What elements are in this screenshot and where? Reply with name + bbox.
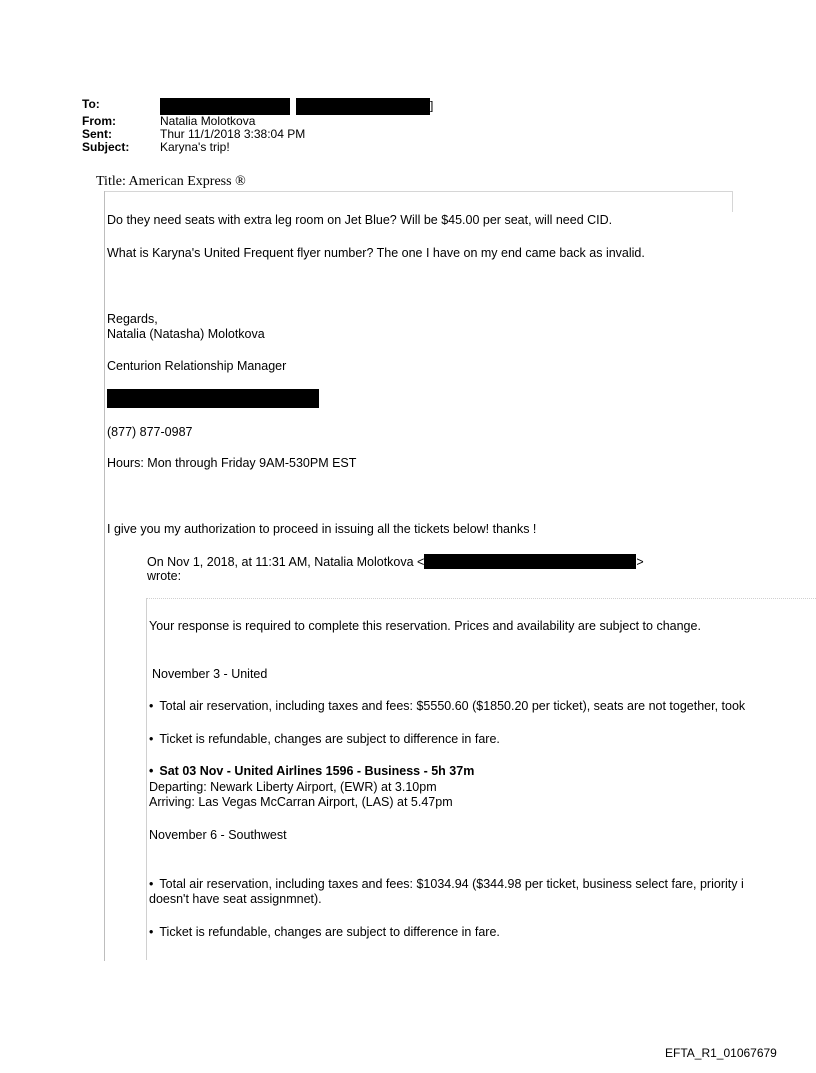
list-item xyxy=(149,732,500,746)
signature-name: Natalia (Natasha) Molotkova xyxy=(107,327,265,341)
signature-hours: Hours: Mon through Friday 9AM-530PM EST xyxy=(107,456,357,470)
list-item xyxy=(149,925,500,939)
flight-arriving: Arriving: Las Vegas McCarran Airport, (LAS) at 5.47pm xyxy=(149,795,453,809)
flight-departing: Departing: Newark Liberty Airport, (EWR) at 3.10pm xyxy=(149,780,437,794)
bullet-icon: • xyxy=(149,925,154,939)
list-item xyxy=(149,877,744,891)
redaction-block xyxy=(424,554,636,569)
redaction-block xyxy=(160,98,290,115)
from-value: Natalia Molotkova xyxy=(160,114,256,128)
quote-attribution xyxy=(147,554,644,569)
question-united: What is Karyna's United Frequent flyer number? The one I have on my end came back as invalid. xyxy=(107,246,645,260)
quote-frame-border xyxy=(146,598,147,960)
bullet-icon: • xyxy=(149,764,154,778)
message-frame-border xyxy=(104,191,105,961)
section-heading-united: November 3 - United xyxy=(152,667,268,681)
quote-wrote: wrote: xyxy=(147,569,182,583)
list-item-continuation: doesn't have seat assignmnet). xyxy=(149,892,322,906)
attribution-suffix: > xyxy=(636,555,644,569)
document-id: EFTA_R1_01067679 xyxy=(665,1046,777,1060)
to-label: To: xyxy=(82,97,100,111)
subject-value: Karyna's trip! xyxy=(160,140,230,154)
bullet-icon: • xyxy=(149,699,154,713)
message-frame xyxy=(104,191,733,212)
quote-frame xyxy=(146,598,816,599)
subject-row xyxy=(82,141,433,154)
subject-label: Subject: xyxy=(82,140,130,154)
question-jetblue: Do they need seats with extra leg room on Jet Blue? Will be $45.00 per seat, will need CID. xyxy=(107,213,613,227)
regards: Regards, xyxy=(107,312,158,326)
list-item-text: Ticket is refundable, changes are subject to difference in fare. xyxy=(159,732,500,746)
bullet-icon: • xyxy=(149,877,154,891)
redaction-block xyxy=(107,389,319,408)
authorization-reply: I give you my authorization to proceed in issuing all the tickets below! thanks ! xyxy=(107,522,537,536)
to-value xyxy=(160,98,433,115)
sent-label: Sent: xyxy=(82,127,112,141)
signature-phone: (877) 877-0987 xyxy=(107,425,193,439)
flight-title xyxy=(149,764,474,778)
list-item-text: Total air reservation, including taxes and fees: $5550.60 ($1850.20 per ticket), seats are not together, took xyxy=(159,699,746,713)
list-item xyxy=(149,699,745,713)
list-item-text: Ticket is refundable, changes are subject to difference in fare. xyxy=(159,925,500,939)
to-close-bracket: ] xyxy=(430,98,434,113)
sent-row xyxy=(82,128,433,141)
response-required: Your response is required to complete this reservation. Prices and availability are subject to change. xyxy=(149,619,701,633)
list-item-text: Total air reservation, including taxes and fees: $1034.94 ($344.98 per ticket, business select fare, priority i xyxy=(159,877,744,891)
attribution-prefix: On Nov 1, 2018, at 11:31 AM, Natalia Molotkova < xyxy=(147,555,425,569)
from-label: From: xyxy=(82,114,116,128)
to-row xyxy=(82,98,433,115)
signature-role: Centurion Relationship Manager xyxy=(107,359,287,373)
flight-title-text: Sat 03 Nov - United Airlines 1596 - Business - 5h 37m xyxy=(159,764,475,778)
title-line: Title: American Express ® xyxy=(96,174,246,189)
section-heading-southwest: November 6 - Southwest xyxy=(149,828,287,842)
sent-value: Thur 11/1/2018 3:38:04 PM xyxy=(160,127,306,141)
bullet-icon: • xyxy=(149,732,154,746)
email-header xyxy=(82,98,433,154)
redaction-block xyxy=(296,98,430,115)
